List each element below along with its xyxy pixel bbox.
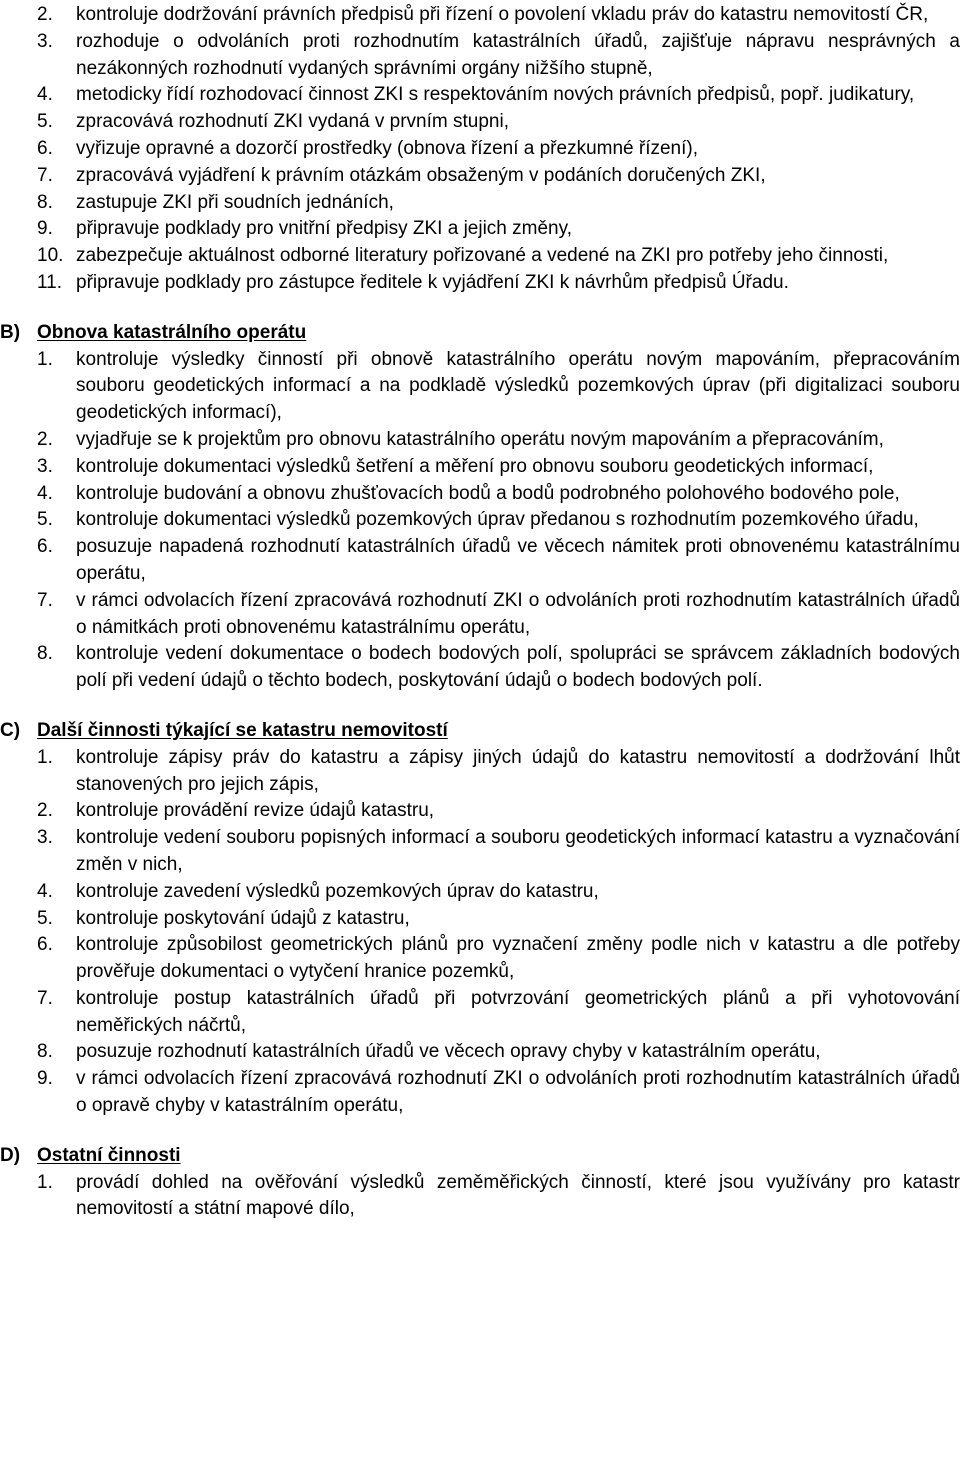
list-item bbox=[0, 1170, 960, 1224]
item-text: kontroluje zápisy práv do katastru a zápisy jiných údajů do katastru nemovitostí a dodržování lhůt stanovených pro jejich zápis, bbox=[76, 746, 960, 795]
section-list bbox=[0, 1170, 960, 1224]
list-item bbox=[0, 798, 960, 825]
item-text: zabezpečuje aktuálnost odborné literatury pořizované a vedené na ZKI pro potřeby jeho činnosti, bbox=[76, 245, 889, 267]
section-title: Další činnosti týkající se katastru nemovitostí bbox=[37, 719, 448, 741]
item-number: 2. bbox=[37, 428, 53, 450]
item-text: posuzuje napadená rozhodnutí katastrálních úřadů ve věcech námitek proti obnovenému katastrálnímu operátu, bbox=[76, 536, 960, 584]
list-item bbox=[0, 1039, 960, 1066]
intro-list bbox=[0, 2, 960, 297]
item-number: 9. bbox=[37, 218, 53, 240]
list-item bbox=[0, 163, 960, 190]
list-item bbox=[0, 906, 960, 933]
section-d-ostatni-cinnosti bbox=[0, 1143, 960, 1223]
item-number: 1. bbox=[37, 1171, 53, 1193]
item-text: metodicky řídí rozhodovací činnost ZKI s respektováním nových právních předpisů, popř. judikatury, bbox=[76, 84, 915, 106]
list-item bbox=[0, 2, 960, 29]
item-number: 4. bbox=[37, 84, 53, 106]
section-b-obnova bbox=[0, 320, 960, 695]
item-number: 4. bbox=[37, 880, 53, 902]
section-letter: B) bbox=[0, 321, 21, 343]
item-number: 1. bbox=[37, 746, 53, 768]
item-number: 6. bbox=[37, 536, 53, 558]
item-number: 6. bbox=[37, 934, 53, 956]
item-text: v rámci odvolacích řízení zpracovává rozhodnutí ZKI o odvoláních proti rozhodnutím katastrálních úřadů o opravě chyby v katastrálním operátu, bbox=[76, 1068, 960, 1117]
item-text: kontroluje zavedení výsledků pozemkových úprav do katastru, bbox=[76, 880, 599, 902]
list-item bbox=[0, 986, 960, 1040]
list-item bbox=[0, 1066, 960, 1120]
item-number: 6. bbox=[37, 137, 53, 159]
section-list bbox=[0, 745, 960, 1120]
item-text: posuzuje rozhodnutí katastrálních úřadů ve věcech opravy chyby v katastrálním operátu, bbox=[76, 1041, 821, 1063]
section-c-dalsi-cinnosti bbox=[0, 718, 960, 1120]
item-number: 7. bbox=[37, 164, 53, 186]
item-text: vyřizuje opravné a dozorčí prostředky (obnova řízení a přezkumné řízení), bbox=[76, 137, 699, 159]
list-item bbox=[0, 641, 960, 695]
item-number: 9. bbox=[37, 1068, 53, 1090]
item-text: provádí dohled na ověřování výsledků zeměměřických činností, které jsou využívány pro katastr nemovitostí a státní mapové dílo, bbox=[76, 1171, 960, 1220]
list-item bbox=[0, 481, 960, 508]
item-number: 8. bbox=[37, 1041, 53, 1063]
item-number: 5. bbox=[37, 111, 53, 133]
list-item bbox=[0, 82, 960, 109]
item-number: 10. bbox=[37, 245, 64, 267]
section-title: Obnova katastrálního operátu bbox=[37, 321, 307, 343]
item-number: 2. bbox=[37, 4, 53, 25]
item-number: 3. bbox=[37, 827, 53, 849]
section-list bbox=[0, 347, 960, 695]
item-number: 3. bbox=[37, 30, 53, 52]
list-item bbox=[0, 136, 960, 163]
list-item bbox=[0, 216, 960, 243]
item-text: kontroluje výsledky činností při obnově katastrálního operátu novým mapováním, přepracováním souboru geodetických informací a na podkladě výsledků pozemkových úprav (při digitalizaci souboru geodetických informací), bbox=[76, 348, 960, 424]
item-text: připravuje podklady pro zástupce ředitele k vyjádření ZKI k návrhům předpisů Úřadu. bbox=[76, 271, 789, 293]
section-letter: C) bbox=[0, 719, 21, 741]
item-number: 2. bbox=[37, 800, 53, 822]
list-item bbox=[0, 190, 960, 217]
section-title: Ostatní činnosti bbox=[37, 1144, 181, 1166]
list-item bbox=[0, 243, 960, 270]
item-text: v rámci odvolacích řízení zpracovává rozhodnutí ZKI o odvoláních proti rozhodnutím katastrálních úřadů o námitkách proti obnovenému katastrálnímu operátu, bbox=[76, 589, 960, 638]
section-heading bbox=[0, 718, 960, 745]
item-text: kontroluje poskytování údajů z katastru, bbox=[76, 907, 410, 929]
item-text: kontroluje vedení souboru popisných informací a souboru geodetických informací katastru a vyznačování změn v nich, bbox=[76, 827, 960, 875]
list-item bbox=[0, 825, 960, 879]
list-item bbox=[0, 932, 960, 986]
list-item bbox=[0, 347, 960, 427]
item-text: kontroluje vedení dokumentace o bodech bodových polí, spolupráci se správcem základních bodových polí při vedení údajů o těchto bodech, poskytování údajů o bodech bodových polí. bbox=[76, 643, 960, 692]
item-number: 11. bbox=[37, 271, 63, 293]
item-text: zpracovává rozhodnutí ZKI vydaná v prvním stupni, bbox=[76, 111, 509, 133]
item-text: kontroluje budování a obnovu zhušťovacích bodů a bodů podrobného polohového bodového pole, bbox=[76, 482, 900, 504]
item-text: kontroluje dokumentaci výsledků pozemkových úprav předanou s rozhodnutím pozemkového úřadu, bbox=[76, 509, 919, 531]
item-number: 8. bbox=[37, 191, 53, 213]
item-text: vyjadřuje se k projektům pro obnovu katastrálního operátu novým mapováním a přepracováním, bbox=[76, 428, 884, 450]
item-text: kontroluje způsobilost geometrických plánů pro vyznačení změny podle nich v katastru a dle potřeby prověřuje dokumentaci o vytyčení hranice pozemků, bbox=[76, 934, 960, 983]
item-number: 7. bbox=[37, 589, 53, 611]
section-heading bbox=[0, 320, 960, 347]
list-item bbox=[0, 879, 960, 906]
item-text: kontroluje postup katastrálních úřadů při potvrzování geometrických plánů a při vyhotovování neměřických náčrtů, bbox=[76, 987, 960, 1036]
item-number: 3. bbox=[37, 455, 53, 477]
item-number: 1. bbox=[37, 348, 53, 370]
section-heading bbox=[0, 1143, 960, 1170]
item-number: 5. bbox=[37, 509, 53, 531]
item-number: 7. bbox=[37, 987, 53, 1009]
item-text: rozhoduje o odvoláních proti rozhodnutím katastrálních úřadů, zajišťuje nápravu nesprávných a nezákonných rozhodnutí vydaných správními orgány nižšího stupně, bbox=[76, 30, 960, 79]
list-item bbox=[0, 427, 960, 454]
item-text: zastupuje ZKI při soudních jednáních, bbox=[76, 191, 394, 213]
item-text: kontroluje dokumentaci výsledků šetření a měření pro obnovu souboru geodetických informací, bbox=[76, 455, 874, 477]
item-text: připravuje podklady pro vnitřní předpisy ZKI a jejich změny, bbox=[76, 218, 572, 240]
item-number: 8. bbox=[37, 643, 53, 665]
list-item bbox=[0, 745, 960, 799]
list-item bbox=[0, 29, 960, 83]
item-number: 4. bbox=[37, 482, 53, 504]
list-item bbox=[0, 109, 960, 136]
list-item bbox=[0, 270, 960, 297]
item-number: 5. bbox=[37, 907, 53, 929]
section-letter: D) bbox=[0, 1144, 21, 1166]
item-text: zpracovává vyjádření k právním otázkám obsaženým v podáních doručených ZKI, bbox=[76, 164, 766, 186]
item-text: kontroluje provádění revize údajů katastru, bbox=[76, 800, 435, 822]
list-item bbox=[0, 507, 960, 534]
item-text: kontroluje dodržování právních předpisů při řízení o povolení vkladu práv do katastru nemovitostí ČR, bbox=[76, 4, 929, 25]
list-item bbox=[0, 534, 960, 588]
list-item bbox=[0, 454, 960, 481]
list-item bbox=[0, 588, 960, 642]
